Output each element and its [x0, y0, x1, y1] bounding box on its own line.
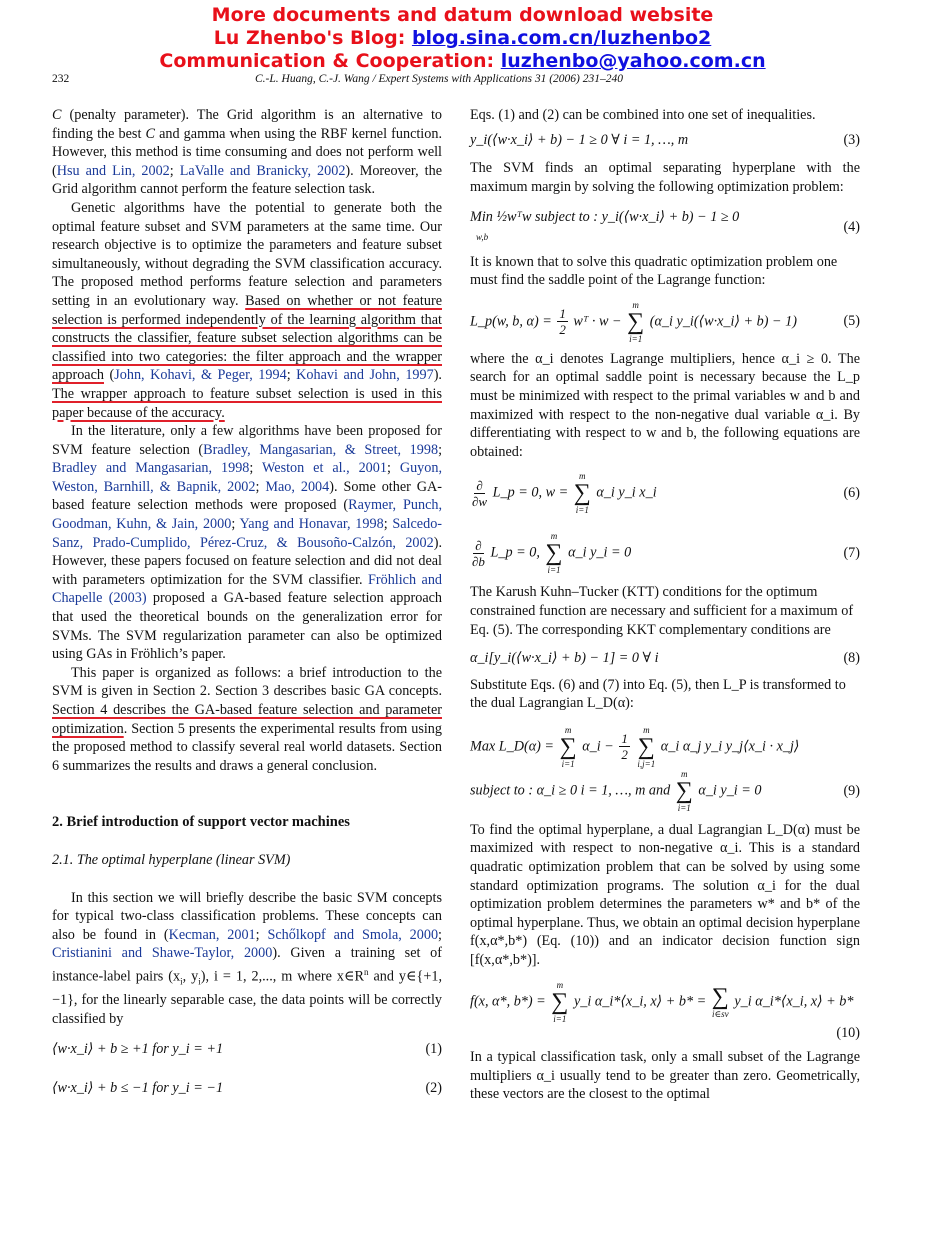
- highlighted-text: Based on whether or not feature selection is performed independently of the learning algorithm that constructs the classifier, feature subset selection algorithms can be classified into two categories: the filter approach and the wrapper approach: [52, 292, 442, 384]
- banner-line-3: [0, 50, 925, 73]
- blog-link[interactable]: blog.sina.com.cn/luzhenbo2: [411, 27, 712, 49]
- paragraph: In a typical classification task, only a small subset of the Lagrange multipliers α_i usually tend to be greater than zero. Geometrically, these vectors are the closest to the optimal: [470, 1049, 860, 1103]
- paragraph: In this section we will briefly describe the basic SVM concepts for typical two-class classification problems. These concepts can also be found in (Kecman, 2001; Schőlkopf and Smola, 2000; Cristianini and Shawe-Taylor, 2000). Given a training set of instance-label pairs ($x_i$, $y_i$), i = 1, 2,..., m where $x\in R^n$ and y∈{+1, −1}, for the linearly separable case, the data points will be correctly classified by: [52, 889, 442, 1027]
- highlighted-text: Section 4 describes the GA-based feature selection and parameter optimization: [52, 702, 442, 737]
- left-column: [52, 106, 442, 1097]
- reference-link[interactable]: Bradley, Mangasarian, & Street, 1998: [203, 441, 439, 458]
- page-number: 232: [52, 73, 70, 85]
- paragraph: The Karush Kuhn–Tucker (KTT) conditions for the optimum constrained function are necessary and sufficient for a maximum of Eq. (5). The corresponding KKT complementary conditions are: [470, 584, 854, 638]
- reference-link[interactable]: Fröhlich and Chapelle (2003): [52, 571, 443, 607]
- banner-line-1: More documents and datum download website: [211, 4, 714, 26]
- paragraph: To find the optimal hyperplane, a dual Lagrangian L_D(α) must be maximized with respect to non-negative α_i. This is a standard quadratic optimization problem that can be solved by using some standard optimization programs. The solution α_i for the dual optimization problem determines the parameters w* and b* of the optimal hyperplane. Thus, we obtain an optimal decision hyperplane f(x,α*,b*) (Eq. (10)) and an indicator decision function sign [f(x,α*,b*)].: [470, 821, 860, 969]
- equation-10: f(x, α*, b*) = m ∑ i=1 y_i α_i*⟨x_i, x⟩ + b* = ∑ i∈sv y_i α_i*⟨x_i, x⟩ + b* (10): [470, 979, 860, 1041]
- reference-link[interactable]: Schőlkopf and Smola, 2000: [267, 926, 439, 943]
- reference-link[interactable]: Kohavi and John, 1997: [296, 367, 434, 384]
- equation-3: y_i(⟨w·x_i⟩ + b) − 1 ≥ 0 ∀ i = 1, …, m (3): [470, 131, 860, 148]
- reference-link[interactable]: Yang and Honavar, 1998: [239, 516, 384, 533]
- reference-link[interactable]: LaValle and Branicky, 2002: [179, 162, 346, 179]
- paragraph: It is known that to solve this quadratic optimization problem one must find the saddle point of the Lagrange function:: [470, 253, 838, 289]
- paragraph: Eqs. (1) and (2) can be combined into one set of inequalities.: [470, 107, 816, 123]
- equation-8: α_i[y_i(⟨w·x_i⟩ + b) − 1] = 0 ∀ i (8): [470, 650, 860, 667]
- highlighted-text: The wrapper approach to feature subset selection is used in this paper because of the accuracy.: [52, 385, 442, 421]
- reference-link[interactable]: Kecman, 2001: [168, 926, 256, 943]
- reference-link[interactable]: Hsu and Lin, 2002: [56, 162, 170, 179]
- reference-link[interactable]: Salcedo-Sanz, Prado-Cumplido, Pérez-Cruz, & Bousoño-Calzón, 2002: [52, 516, 443, 551]
- paragraph: Genetic algorithms have the potential to generate both the optimal feature subset and SVM parameters at the same time. Our research objective is to optimize the parameters and feature subset simultaneously, without degrading the SVM classification accuracy. The proposed method performs feature selection and parameters setting in an evolutionary way. Based on whether or not feature selection is performed independently of the learning algorithm that constructs the classifier, feature subset selection algorithms can be classified into two categories: the filter approach and the wrapper approach (John, Kohavi, & Peger, 1994; Kohavi and John, 1997). The wrapper approach to feature subset selection is used in this paper because of the accuracy.: [52, 199, 442, 421]
- paragraph: The SVM finds an optimal separating hyperplane with the maximum margin by solving the following optimization problem:: [470, 160, 860, 195]
- equation-4: Min ½wᵀw subject to : y_i(⟨w·x_i⟩ + b) − 1 ≥ 0 w,b (4): [470, 209, 860, 242]
- reference-link[interactable]: Cristianini and Shawe-Taylor, 2000: [52, 945, 273, 962]
- subsection-heading: 2.1. The optimal hyperplane (linear SVM): [52, 851, 291, 868]
- reference-link[interactable]: Raymer, Punch, Goodman, Kuhn, & Jain, 2000: [52, 497, 443, 533]
- section-heading: 2. Brief introduction of support vector machines: [52, 814, 350, 831]
- reference-link[interactable]: Weston et al., 2001: [262, 460, 387, 477]
- paragraph: In the literature, only a few algorithms have been proposed for SVM feature selection (Bradley, Mangasarian, & Street, 1998; Bradley and Mangasarian, 1998; Weston et al., 2001; Guyon, Weston, Barnhill, & Bapnik, 2002; Mao, 2004). Some other GA-based feature selection methods were proposed (Raymer, Punch, Goodman, Kuhn, & Jain, 2000; Yang and Honavar, 1998; Salcedo-Sanz, Prado-Cumplido, Pérez-Cruz, & Bousoño-Calzón, 2002). However, these papers focused on feature selection and did not deal with parameters optimization for the SVM classifier. Fröhlich and Chapelle (2003) proposed a GA-based feature selection approach that used the theoretical bounds on the generalization error for SVMs. The SVM regularization parameter can also be optimized using GAs in Fröhlich’s paper.: [52, 423, 443, 663]
- email-link[interactable]: luzhenbo@yahoo.com.cn: [500, 50, 766, 72]
- reference-link[interactable]: Bradley and Mangasarian, 1998: [52, 460, 250, 477]
- equation-9: Max L_D(α) = m ∑ i=1 α_i − $\frac{1}{2}$ m ∑ i,j=1 α_i α_j y_i y_j⟨x_i · x_j⟩ subject to : α_i ≥ 0 i = 1, …, m and m ∑ i=1 α_i y_i = 0 (9): [470, 724, 860, 813]
- contact-label: Communication & Cooperation:: [159, 50, 495, 72]
- right-column: [470, 106, 860, 1104]
- equation-6: $\frac{\partial}{\partial w}$ L_p = 0, w = m ∑ i=1 α_i y_i x_i (6): [472, 471, 860, 516]
- equation-5: L_p(w, b, α) = $\frac{1}{2}$ wᵀ · w − m ∑ i=1 (α_i y_i(⟨w·x_i⟩ + b) − 1) (5): [470, 299, 860, 344]
- equation-1: ⟨w·x_i⟩ + b ≥ +1 for y_i = +1 (1): [52, 1041, 442, 1058]
- blog-label: Lu Zhenbo's Blog:: [213, 27, 406, 49]
- reference-link[interactable]: John, Kohavi, & Peger, 1994: [114, 367, 287, 384]
- equation-7: $\frac{\partial}{\partial b}$ L_p = 0, m ∑ i=1 α_i y_i = 0 (7): [472, 531, 860, 576]
- paragraph: where the α_i denotes Lagrange multipliers, hence α_i ≥ 0. The search for an optimal saddle point is necessary because the L_p must be minimized with respect to the primal variables w and b and maximized with respect to the non-negative dual variable α_i. By differentiating with respect to w and b, the following equations are obtained:: [470, 350, 860, 460]
- equation-2: ⟨w·x_i⟩ + b ≤ −1 for y_i = −1 (2): [52, 1079, 442, 1096]
- reference-link[interactable]: Mao, 2004: [265, 478, 330, 495]
- banner-line-2: [0, 27, 925, 50]
- running-citation: C.-L. Huang, C.-J. Wang / Expert Systems with Applications 31 (2006) 231–240: [255, 73, 623, 85]
- paragraph: C (penalty parameter). The Grid algorithm is an alternative to finding the best C and gamma when using the RBF kernel function. However, this method is time consuming and does not perform well (Hsu and Lin, 2002; LaValle and Branicky, 2002). Moreover, the Grid algorithm cannot perform the feature selection task.: [52, 107, 442, 198]
- paragraph: This paper is organized as follows: a brief introduction to the SVM is given in Section 2. Section 3 describes basic GA concepts. Section 4 describes the GA-based feature selection and parameter optimization. Section 5 presents the experimental results from using the proposed method to classify several real world datasets. Section 6 summarizes the results and draws a general conclusion.: [52, 664, 442, 774]
- reference-link[interactable]: Guyon, Weston, Barnhill, & Bapnik, 2002: [52, 460, 442, 495]
- paragraph: Substitute Eqs. (6) and (7) into Eq. (5), then L_P is transformed to the dual Lagrangian L_D(α):: [470, 676, 846, 712]
